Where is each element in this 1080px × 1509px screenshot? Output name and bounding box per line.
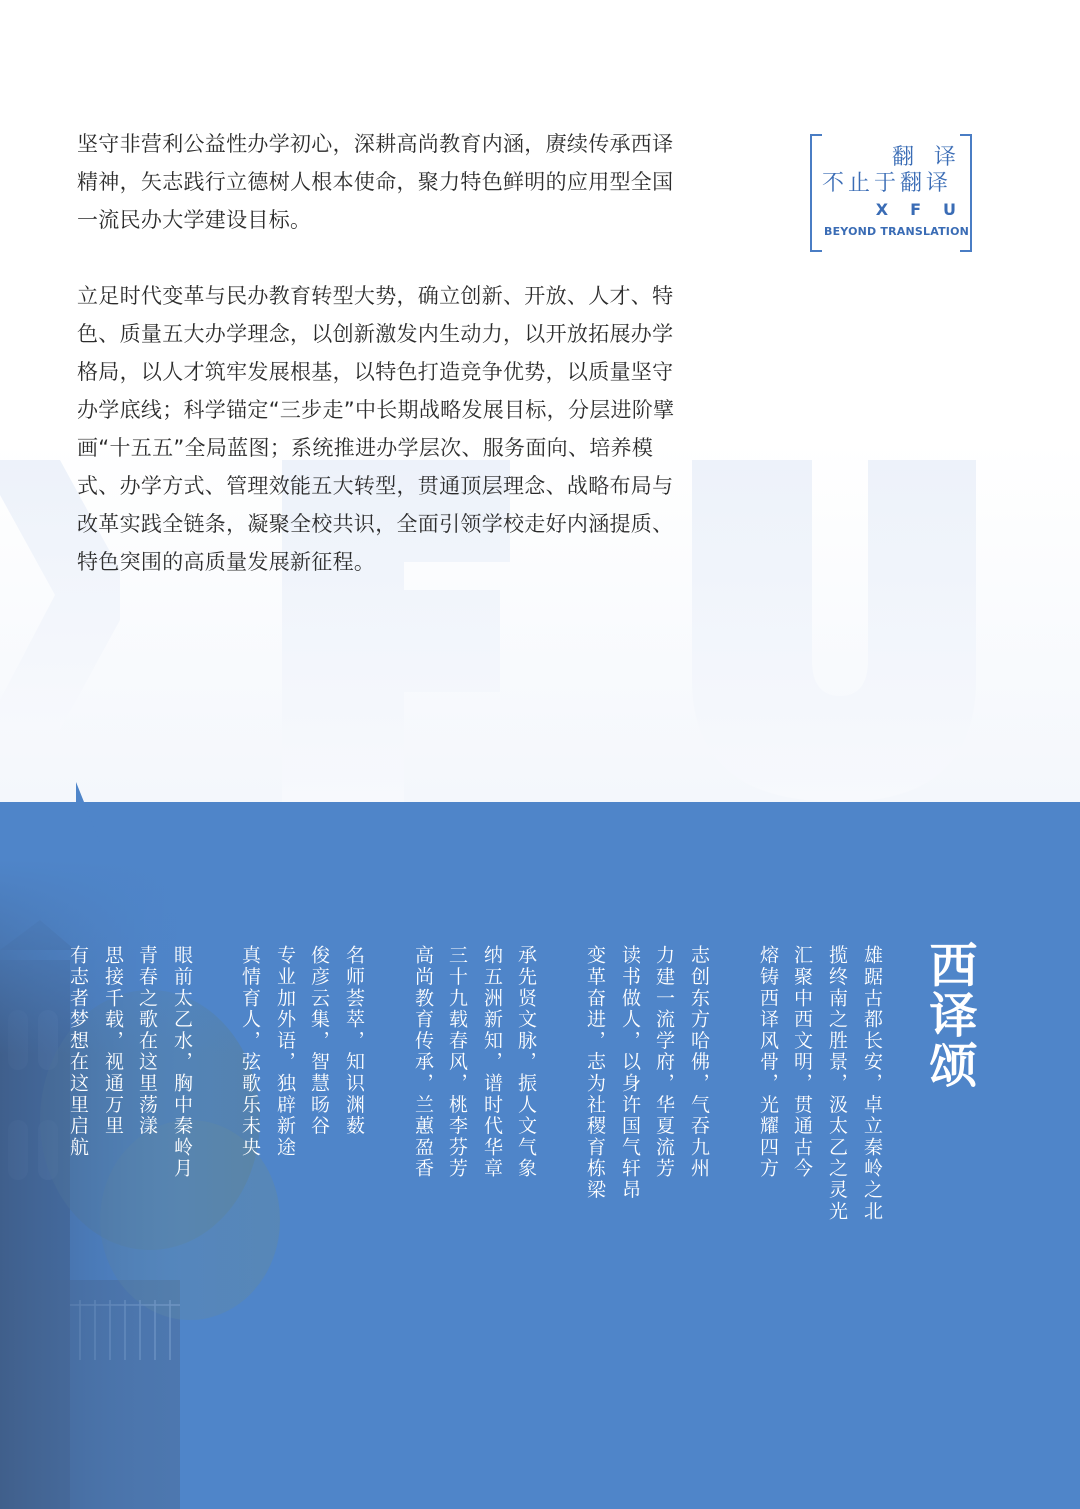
poem-line: 变革奋进，志为社稷育栋梁: [584, 945, 606, 1201]
logo-text-slogan: 不止于翻译: [822, 171, 953, 196]
poem-title: 西译颂: [921, 940, 977, 1090]
logo-bracket-left: [810, 134, 822, 252]
poem-line: 雄踞古都长安，卓立秦岭之北: [861, 945, 883, 1222]
beyond-translation-logo: [810, 134, 978, 250]
poem-line: 揽终南之胜景，汲太乙之灵光: [826, 945, 848, 1222]
poem-line: 有志者梦想在这里启航: [67, 945, 89, 1158]
logo-text-xfu: XFU: [875, 200, 978, 219]
poem-line: 俊彦云集，智慧旸谷: [308, 945, 330, 1137]
poem-line: 真情育人，弦歌乐未央: [239, 945, 261, 1158]
logo-text-fanyi: 翻译: [891, 145, 976, 170]
poem-line: 高尚教育传承，兰蕙盈香: [412, 945, 434, 1180]
poem-line: 纳五洲新知，谱时代华章: [481, 945, 503, 1180]
poem-line: 青春之歌在这里荡漾: [136, 945, 158, 1137]
poem-line: 眼前太乙水，胸中秦岭月: [171, 945, 193, 1180]
poem-line: 熔铸西译风骨，光耀四方: [757, 945, 779, 1180]
intro-paragraph-2: 立足时代变革与民办教育转型大势，确立创新、开放、人才、特色、质量五大办学理念，以创新激发内生动力，以开放拓展办学格局，以人才筑牢发展根基，以特色打造竞争优势，以质量坚守办学底线；科学锚定“三步走”中长期战略发展目标，分层进阶擘画“十五五”全局蓝图；系统推进办学层次、服务面向、培养模式、办学方式、管理效能五大转型，贯通顶层理念、战略布局与改革实践全链条，凝聚全校共识，全面引领学校走好内涵提质、特色突围的高质量发展新征程。: [77, 284, 675, 574]
speech-bubble-notch: [76, 782, 100, 842]
intro-paragraph-1: 坚守非营利公益性办学初心，深耕高尚教育内涵，赓续传承西译精神，矢志践行立德树人根本使命，聚力特色鲜明的应用型全国一流民办大学建设目标。: [77, 132, 674, 232]
poem-line: 承先贤文脉，振人文气象: [515, 945, 537, 1180]
poem-line: 力建一流学府，华夏流芳: [653, 945, 675, 1180]
poem-line: 读书做人，以身许国气轩昂: [619, 945, 641, 1201]
poem-line: 志创东方哈佛，气吞九州: [688, 945, 710, 1180]
logo-text-english: BEYOND TRANSLATION: [824, 225, 970, 238]
poem-line: 汇聚中西文明，贯通古今: [791, 945, 813, 1180]
poem-line: 思接千载，视通万里: [102, 945, 124, 1137]
poem-line: 专业加外语，独辟新途: [274, 945, 296, 1158]
poem-line: 三十九载春风，桃李芬芳: [446, 945, 468, 1180]
poem-line: 名师荟萃，知识渊薮: [343, 945, 365, 1137]
